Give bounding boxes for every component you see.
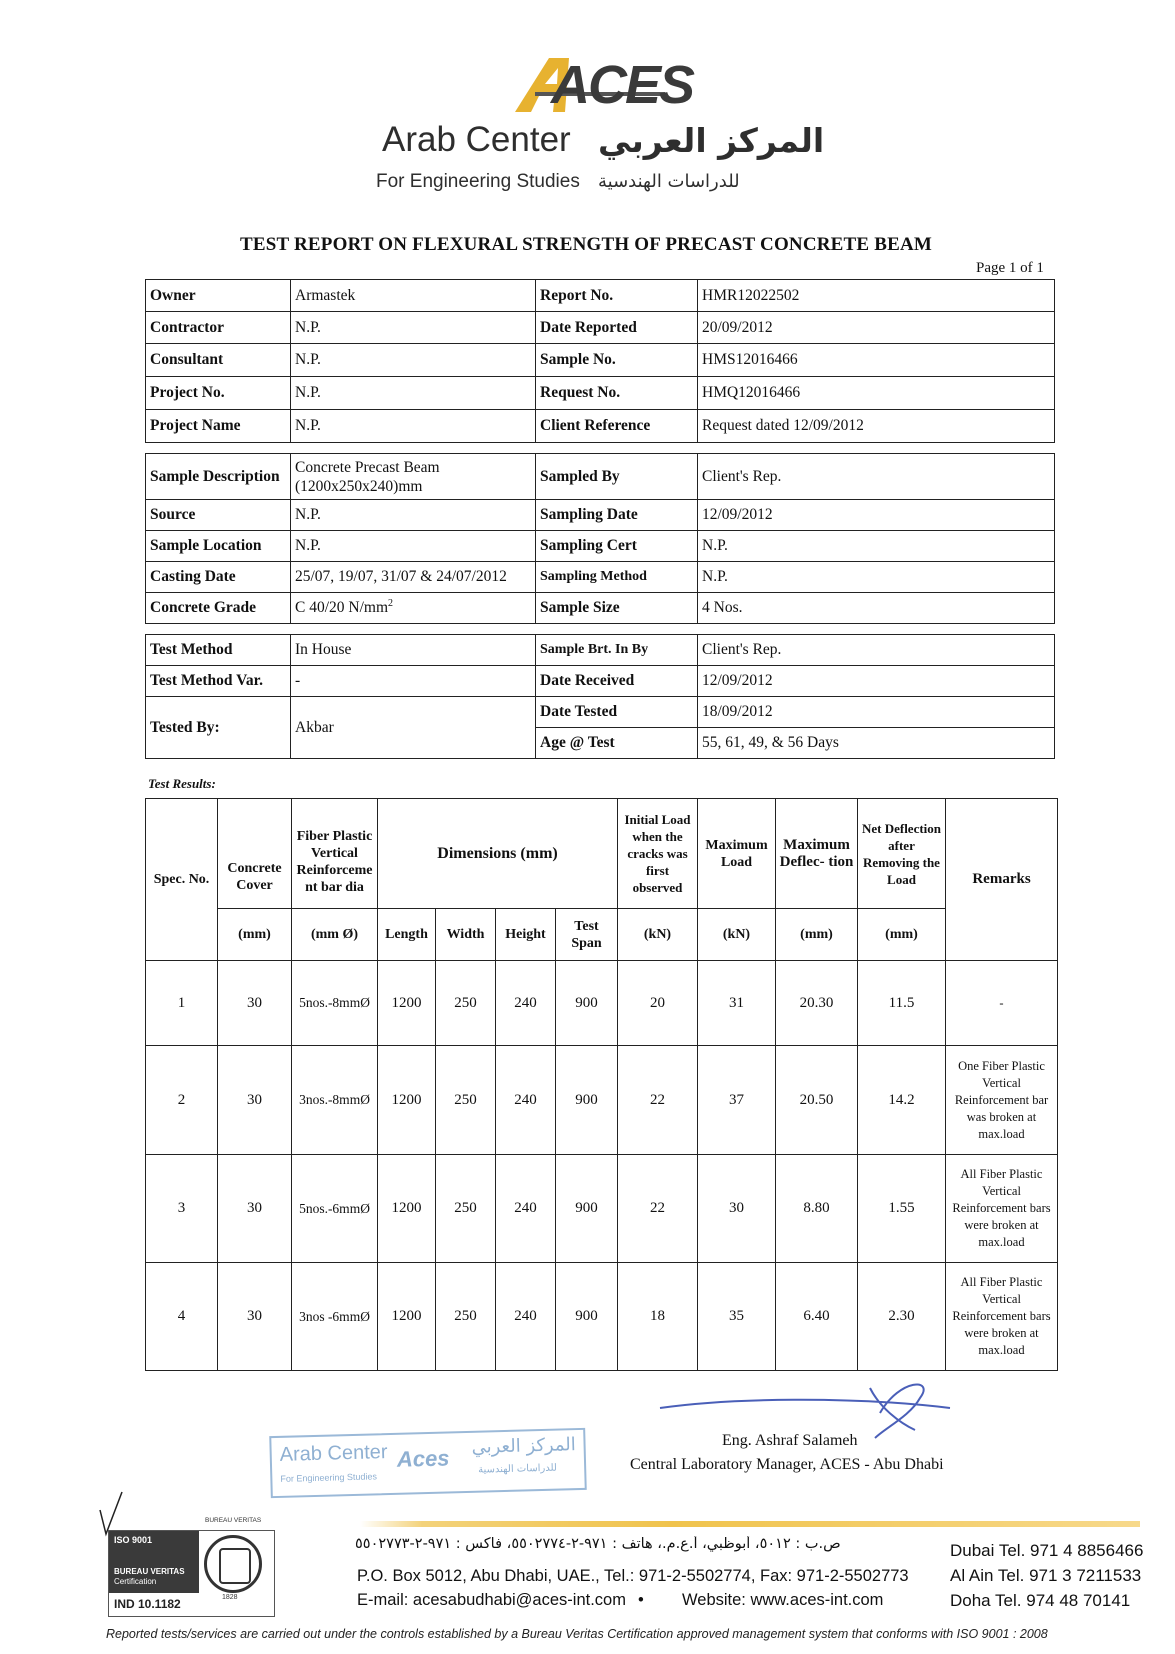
info-value: Client's Rep. (698, 635, 1055, 666)
info-label: Age @ Test (536, 728, 698, 759)
bv-seal-inner (219, 1548, 251, 1584)
col-header-dimensions: Dimensions (mm) (378, 799, 618, 909)
footer-disclaimer: Reported tests/services are carried out under the controls established by a Bureau Veritas Certification approved management system that conforms with ISO 9001 : 2008 (106, 1627, 1048, 1641)
table-row (146, 961, 1058, 1046)
cell-cover: 30 (218, 961, 292, 1046)
cell-max: 31 (698, 961, 776, 1046)
cell-length: 1200 (378, 1155, 436, 1263)
info-label: Contractor (146, 312, 291, 344)
info-label: Sample Size (536, 593, 698, 624)
org-name-en: Arab Center (382, 120, 571, 159)
org-subtitle-en: For Engineering Studies (376, 171, 580, 192)
info-label: Tested By: (146, 697, 291, 759)
info-value: 55, 61, 49, & 56 Days (698, 728, 1055, 759)
cell-initial: 22 (618, 1046, 698, 1155)
unit-max-deflection: (mm) (776, 909, 858, 961)
col-header-fiber: Fiber Plastic Vertical Reinforceme nt bar dia (292, 799, 378, 909)
cell-initial: 22 (618, 1155, 698, 1263)
cell-span: 900 (556, 1155, 618, 1263)
info-value: N.P. (698, 531, 1055, 562)
ind-number: IND 10.1182 (114, 1597, 181, 1611)
org-subtitle-ar: للدراسات الهندسية (598, 171, 740, 192)
unit-initial-load: (kN) (618, 909, 698, 961)
cell-remarks: All Fiber Plastic Vertical Reinforcement bars were broken at max.load (946, 1263, 1058, 1371)
info-value: Armastek (291, 280, 536, 312)
footer-dubai-tel: Dubai Tel. 971 4 8856466 (950, 1541, 1144, 1560)
cell-spec: 3 (146, 1155, 218, 1263)
info-label: Consultant (146, 344, 291, 377)
unit-net-deflection: (mm) (858, 909, 946, 961)
info-value: 25/07, 19/07, 31/07 & 24/07/2012 (291, 562, 536, 593)
concrete-grade-value: C 40/20 N/mm (295, 599, 389, 617)
concrete-grade-unit-sup: 2 (388, 598, 394, 610)
col-header-remarks: Remarks (946, 799, 1058, 961)
info-value: 12/09/2012 (698, 666, 1055, 697)
cell-net: 2.30 (858, 1263, 946, 1371)
unit-row (146, 909, 1058, 961)
aces-logo-word: ACES (551, 55, 694, 115)
sample-description-line: (1200x250x240)mm (295, 477, 423, 495)
info-label: Sample Location (146, 531, 291, 562)
info-value: N.P. (698, 562, 1055, 593)
bv-seal-year: 1828 (222, 1594, 238, 1601)
cell-width: 250 (436, 1155, 496, 1263)
info-row (146, 312, 1055, 344)
stamp-text-en-sub: For Engineering Studies (280, 1471, 378, 1484)
info-value: 18/09/2012 (698, 697, 1055, 728)
footer-doha-tel: Doha Tel. 974 48 70141 (950, 1591, 1131, 1610)
info-value: HMR12022502 (698, 280, 1055, 312)
info-label: Date Reported (536, 312, 698, 344)
table-row (146, 1046, 1058, 1155)
info-value: 20/09/2012 (698, 312, 1055, 344)
footer-bullet: • (638, 1591, 644, 1609)
cell-defl: 8.80 (776, 1155, 858, 1263)
table-row (146, 1263, 1058, 1371)
footer-email: E-mail: acesabudhabi@aces-int.com (357, 1591, 626, 1609)
stamp-logo: Aces (396, 1445, 450, 1472)
info-value: - (291, 666, 536, 697)
cell-cover: 30 (218, 1046, 292, 1155)
cell-max: 37 (698, 1046, 776, 1155)
info-row (146, 531, 1055, 562)
info-value: 12/09/2012 (698, 500, 1055, 531)
col-header-spec: Spec. No. (146, 799, 218, 961)
cell-cover: 30 (218, 1155, 292, 1263)
cell-net: 1.55 (858, 1155, 946, 1263)
info-label: Concrete Grade (146, 593, 291, 624)
info-label: Sampling Method (536, 562, 698, 593)
info-row (146, 635, 1055, 666)
cell-remarks: One Fiber Plastic Vertical Reinforcement bar was broken at max.load (946, 1046, 1058, 1155)
info-label: Sampling Cert (536, 531, 698, 562)
cell-span: 900 (556, 1046, 618, 1155)
info-row (146, 562, 1055, 593)
info-value: N.P. (291, 312, 536, 344)
signatory-role: Central Laboratory Manager, ACES - Abu Dhabi (630, 1456, 944, 1473)
report-info-table (145, 279, 1055, 443)
cell-initial: 20 (618, 961, 698, 1046)
cell-remarks: - (946, 961, 1058, 1046)
info-value: N.P. (291, 377, 536, 410)
info-value: Request dated 12/09/2012 (698, 410, 1055, 443)
info-value: N.P. (291, 500, 536, 531)
table-row (146, 1155, 1058, 1263)
unit-cover: (mm) (218, 909, 292, 961)
bv-label: BUREAU VERITAS (114, 1567, 185, 1576)
col-header-net-deflection: Net Deflection after Removing the Load (858, 799, 946, 909)
test-results-table (145, 798, 1058, 1371)
cell-bar: 5nos.-6mmØ (292, 1155, 378, 1263)
bv-cert-label: Certification (114, 1577, 157, 1586)
cell-span: 900 (556, 961, 618, 1046)
info-value: Client's Rep. (698, 454, 1055, 500)
cell-max: 35 (698, 1263, 776, 1371)
info-label: Report No. (536, 280, 698, 312)
footer-alain-tel: Al Ain Tel. 971 3 7211533 (950, 1566, 1142, 1585)
info-value: N.P. (291, 344, 536, 377)
info-label: Test Method Var. (146, 666, 291, 697)
sample-description-line: Concrete Precast Beam (295, 458, 440, 476)
cell-net: 11.5 (858, 961, 946, 1046)
bv-seal-ring-text: BUREAU VERITAS (205, 1517, 262, 1524)
info-row (146, 377, 1055, 410)
info-value: N.P. (291, 410, 536, 443)
col-header-initial-load: Initial Load when the cracks was first observed (618, 799, 698, 909)
info-row (146, 666, 1055, 697)
signatory-name: Eng. Ashraf Salameh (722, 1432, 858, 1449)
cell-length: 1200 (378, 961, 436, 1046)
cell-height: 240 (496, 1046, 556, 1155)
report-title: TEST REPORT ON FLEXURAL STRENGTH OF PRECAST CONCRETE BEAM (240, 234, 933, 255)
test-results-label: Test Results: (148, 776, 216, 791)
info-value: N.P. (291, 531, 536, 562)
info-label: Sampled By (536, 454, 698, 500)
cell-cover: 30 (218, 1263, 292, 1371)
header-row (146, 799, 1058, 909)
footer-address-ar: ص.ب : ٥٠١٢، أبوظبي، أ.ع.م.، هاتف : ٩٧١-٢-٥٥٠٢٧٧٤، فاكس : ٩٧١-٢-٥٥٠٢٧٧٣ (355, 1536, 841, 1552)
info-row (146, 697, 1055, 728)
col-header-cover: Concrete Cover (218, 799, 292, 909)
col-header-max-deflection: Maximum Deflec- tion (776, 799, 858, 909)
unit-max-load: (kN) (698, 909, 776, 961)
info-value (291, 454, 536, 500)
cell-span: 900 (556, 1263, 618, 1371)
cell-bar: 5nos.-8mmØ (292, 961, 378, 1046)
cell-width: 250 (436, 1263, 496, 1371)
info-label: Client Reference (536, 410, 698, 443)
bureau-veritas-badge (108, 1517, 275, 1617)
bv-seal-icon (204, 1535, 262, 1593)
info-label: Source (146, 500, 291, 531)
info-label: Project Name (146, 410, 291, 443)
info-label: Sampling Date (536, 500, 698, 531)
info-label: Sample Brt. In By (536, 635, 698, 666)
cell-height: 240 (496, 961, 556, 1046)
info-label: Test Method (146, 635, 291, 666)
footer-website[interactable]: Website: www.aces-int.com (682, 1591, 884, 1609)
org-name-ar: المركز العربي (598, 121, 825, 160)
info-label: Casting Date (146, 562, 291, 593)
info-value: Akbar (291, 697, 536, 759)
cell-defl: 20.30 (776, 961, 858, 1046)
page-number: Page 1 of 1 (976, 260, 1044, 276)
stamp-text-en: Arab Center (279, 1441, 388, 1466)
cell-initial: 18 (618, 1263, 698, 1371)
cell-remarks: All Fiber Plastic Vertical Reinforcement bars were broken at max.load (946, 1155, 1058, 1263)
info-label: Date Received (536, 666, 698, 697)
info-row (146, 344, 1055, 377)
info-value: HMQ12016466 (698, 377, 1055, 410)
info-label: Project No. (146, 377, 291, 410)
info-value: 4 Nos. (698, 593, 1055, 624)
cell-width: 250 (436, 1046, 496, 1155)
col-header-test-span: Test Span (556, 909, 618, 961)
info-label: Sample No. (536, 344, 698, 377)
cell-net: 14.2 (858, 1046, 946, 1155)
cell-length: 1200 (378, 1046, 436, 1155)
cell-spec: 2 (146, 1046, 218, 1155)
iso-label: ISO 9001 (114, 1535, 153, 1545)
aces-logo (505, 52, 694, 116)
col-header-max-load: Maximum Load (698, 799, 776, 909)
cell-spec: 1 (146, 961, 218, 1046)
info-label: Sample Description (146, 454, 291, 500)
cell-defl: 20.50 (776, 1046, 858, 1155)
company-stamp (269, 1428, 587, 1498)
sample-info-table (145, 453, 1055, 624)
stamp-text-ar: المركز العربي (471, 1434, 577, 1458)
info-row (146, 593, 1055, 624)
info-row (146, 454, 1055, 500)
info-label: Request No. (536, 377, 698, 410)
footer-gold-bar (360, 1521, 1140, 1527)
col-header-height: Height (496, 909, 556, 961)
cell-height: 240 (496, 1155, 556, 1263)
cell-bar: 3nos.-8mmØ (292, 1046, 378, 1155)
test-info-table (145, 634, 1055, 759)
footer-address: P.O. Box 5012, Abu Dhabi, UAE., Tel.: 971-2-5502774, Fax: 971-2-5502773 (357, 1567, 909, 1585)
info-label: Owner (146, 280, 291, 312)
cell-width: 250 (436, 961, 496, 1046)
cell-max: 30 (698, 1155, 776, 1263)
info-row (146, 410, 1055, 443)
col-header-width: Width (436, 909, 496, 961)
cell-length: 1200 (378, 1263, 436, 1371)
stamp-text-ar-sub: للدراسات الهندسية (478, 1462, 558, 1476)
info-value: In House (291, 635, 536, 666)
cell-bar: 3nos -6mmØ (292, 1263, 378, 1371)
cell-defl: 6.40 (776, 1263, 858, 1371)
info-row (146, 500, 1055, 531)
info-value (291, 593, 536, 624)
info-label: Date Tested (536, 697, 698, 728)
info-row (146, 280, 1055, 312)
info-value: HMS12016466 (698, 344, 1055, 377)
col-header-length: Length (378, 909, 436, 961)
cell-spec: 4 (146, 1263, 218, 1371)
cell-height: 240 (496, 1263, 556, 1371)
unit-fiber: (mm Ø) (292, 909, 378, 961)
